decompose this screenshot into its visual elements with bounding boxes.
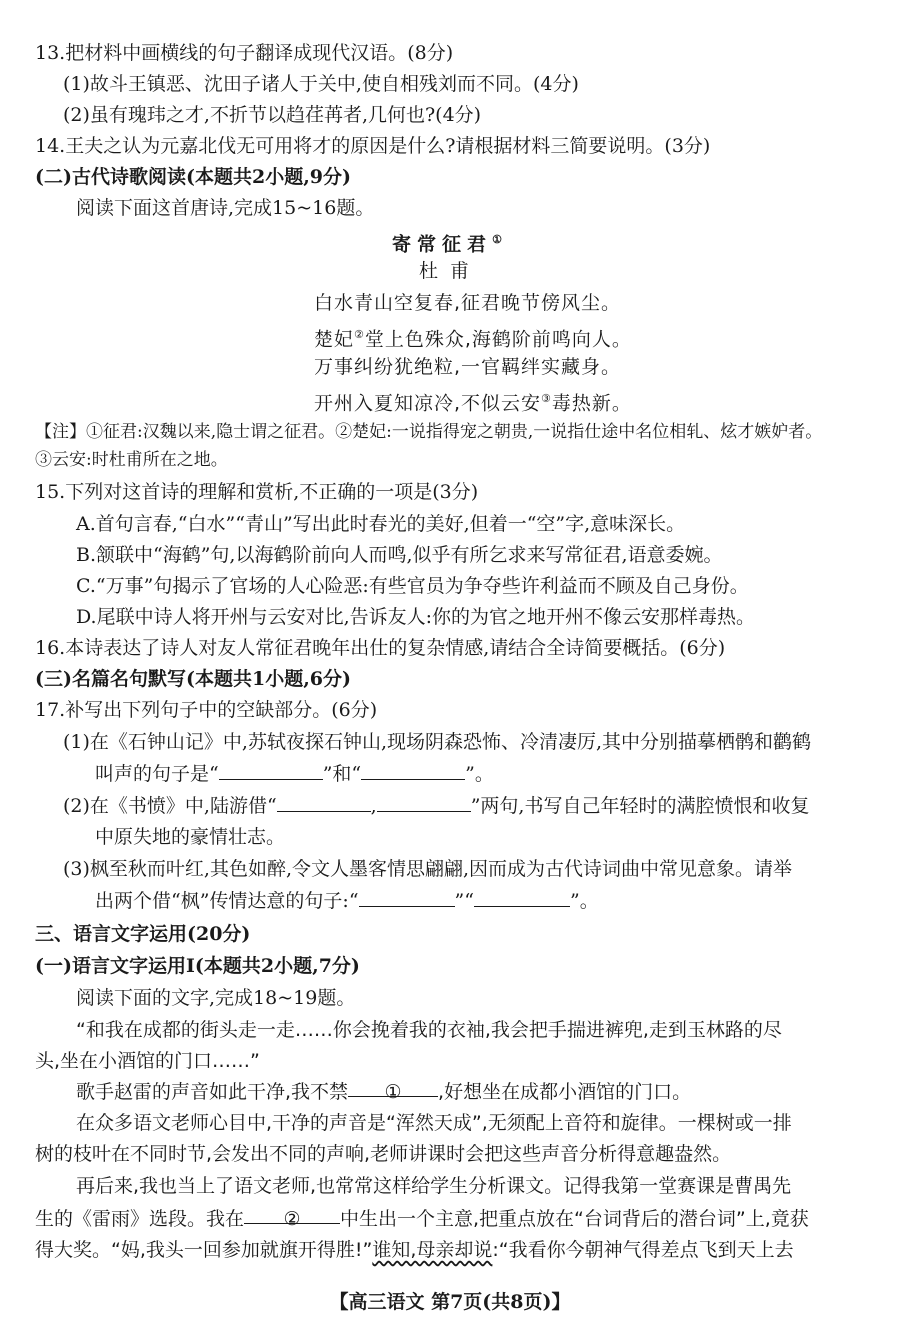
q17-blank-5[interactable] xyxy=(359,888,455,907)
section-mingju-heading: (三)名篇名句默写(本题共1小题,6分) xyxy=(35,668,352,690)
q16-stem: 16.本诗表达了诗人对友人常征君晚年出仕的复杂情感,请结合全诗简要概括。(6分) xyxy=(35,637,726,659)
passage-para4-line1: 再后来,我也当上了语文老师,也常常这样给学生分析课文。记得我第一堂赛课是曹禺先 xyxy=(76,1175,792,1197)
para4-pre: 生的《雷雨》选段。我在 xyxy=(35,1208,245,1230)
q17-blank-1[interactable] xyxy=(219,761,323,780)
q15-stem: 15.下列对这首诗的理解和赏析,不正确的一项是(3分) xyxy=(35,481,479,503)
q17-part3-line2 xyxy=(95,887,599,915)
q17-part1-line2 xyxy=(95,760,494,788)
passage-para1-line1: “和我在成都的街头走一走……你会挽着我的衣袖,我会把手揣进裤兜,走到玉林路的尽 xyxy=(76,1019,782,1041)
poem-line-2 xyxy=(314,321,632,353)
poem-line-2-b: 堂上色殊众,海鹤阶前鸣向人。 xyxy=(364,328,632,351)
q17-blank-3[interactable] xyxy=(277,793,371,812)
q15-option-d: D.尾联中诗人将开州与云安对比,告诉友人:你的为官之地开州不像云安那样毒热。 xyxy=(76,606,756,628)
blank-mark-1: ① xyxy=(384,1081,402,1103)
poem-intro: 阅读下面这首唐诗,完成15~16题。 xyxy=(76,197,375,219)
q15-option-a: A.首句言春,“白水”“青山”写出此时春光的美好,但着一“空”字,意味深长。 xyxy=(76,513,686,535)
poem-line-3: 万事纠纷犹绝粒,一官羁绊实藏身。 xyxy=(314,356,622,378)
poem-title-text: 寄常征君 xyxy=(392,233,493,256)
section-poem-heading: (二)古代诗歌阅读(本题共2小题,9分) xyxy=(35,166,352,188)
para2-pre: 歌手赵雷的声音如此干净,我不禁 xyxy=(76,1081,349,1103)
poem-note-2: ③云安:时杜甫所在之地。 xyxy=(35,450,228,470)
q17-stem: 17.补写出下列句子中的空缺部分。(6分) xyxy=(35,699,378,721)
poem-note-ref-3: ③ xyxy=(541,392,552,405)
q15-option-b: B.颔联中“海鹤”句,以海鹤阶前向人而鸣,似乎有所乞求来写常征君,语意委婉。 xyxy=(76,544,723,566)
para4-post: 中生出一个主意,把重点放在“台词背后的潜台词”上,竟获 xyxy=(340,1208,809,1230)
para4c-post: :“我看你今朝神气得差点飞到天上去 xyxy=(492,1239,794,1261)
section-3-sub-heading: (一)语言文字运用Ⅰ(本题共2小题,7分) xyxy=(35,955,360,977)
q17-p1-mid: ”和“ xyxy=(322,763,362,785)
para2-post: ,好想坐在成都小酒馆的门口。 xyxy=(438,1081,692,1103)
q14-stem: 14.王夫之认为元嘉北伐无可用将才的原因是什么?请根据材料三简要说明。(3分) xyxy=(35,135,711,157)
passage-para1-line2: 头,坐在小酒馆的门口……” xyxy=(35,1050,260,1072)
passage-para4-line3 xyxy=(35,1236,794,1264)
q17-p3-mid: ”“ xyxy=(454,890,474,912)
poem-author: 杜甫 xyxy=(418,260,481,282)
q15-option-c: C.“万事”句揭示了官场的人心险恶:有些官员为争夺些许利益而不顾及自己身份。 xyxy=(76,575,749,597)
q17-part3-line1: (3)枫至秋而叶红,其色如醉,令文人墨客情思翩翩,因而成为古代诗词曲中常见意象。请举 xyxy=(63,858,793,880)
q17-p2-mid: , xyxy=(370,795,377,817)
wavy-underlined-phrase: 谁知,母亲却说 xyxy=(372,1239,493,1261)
q17-blank-6[interactable] xyxy=(474,888,570,907)
q17-part2-line2: 中原失地的豪情壮志。 xyxy=(95,826,286,848)
poem-line-4 xyxy=(314,385,632,417)
passage-para3-line1: 在众多语文老师心目中,干净的声音是“浑然天成”,无须配上音符和旋律。一棵树或一排 xyxy=(76,1112,792,1134)
q13-sub2: (2)虽有瑰玮之才,不折节以趋荏苒者,几何也?(4分) xyxy=(63,104,482,126)
passage-blank-2[interactable] xyxy=(244,1205,340,1230)
blank-mark-2: ② xyxy=(283,1208,301,1230)
poem-title-note: ① xyxy=(492,233,508,246)
q17-p1-pre: 叫声的句子是“ xyxy=(95,763,219,785)
q17-p2-pre: (2)在《书愤》中,陆游借“ xyxy=(63,795,277,817)
q17-p1-end: ”。 xyxy=(465,763,494,785)
page-footer: 【高三语文 第7页(共8页)】 xyxy=(329,1291,571,1313)
q17-p3-end: ”。 xyxy=(569,890,599,912)
poem-line-4-a: 开州入夏知凉冷,不似云安 xyxy=(314,392,542,415)
q17-blank-2[interactable] xyxy=(361,761,465,780)
passage-blank-1[interactable] xyxy=(348,1078,438,1103)
poem-line-4-b: 毒热新。 xyxy=(551,392,632,415)
q17-part1-line1: (1)在《石钟山记》中,苏轼夜探石钟山,现场阴森恐怖、冷清凄厉,其中分别描摹栖鹘和鹳鹤 xyxy=(63,731,812,753)
sec3-intro: 阅读下面的文字,完成18~19题。 xyxy=(76,987,356,1009)
passage-para3-line2: 树的枝叶在不同时节,会发出不同的声响,老师讲课时会把这些声音分析得意趣盎然。 xyxy=(35,1143,732,1165)
passage-para4-line2 xyxy=(35,1205,809,1233)
poem-line-1: 白水青山空复春,征君晚节傍风尘。 xyxy=(314,292,622,314)
poem-title xyxy=(0,226,900,258)
poem-note-ref-2: ② xyxy=(354,328,365,341)
q17-p2-end: ”两句,书写自己年轻时的满腔愤恨和收复 xyxy=(470,795,810,817)
poem-note-1: 【注】①征君:汉魏以来,隐士谓之征君。②楚妃:一说指得宠之朝贵,一说指仕途中名位相轧、炫才嫉妒者。 xyxy=(35,422,823,442)
q17-p3-pre: 出两个借“枫”传情达意的句子:“ xyxy=(95,890,359,912)
passage-para2 xyxy=(76,1078,691,1106)
q13-stem: 13.把材料中画横线的句子翻译成现代汉语。(8分) xyxy=(35,42,454,64)
q17-part2-line1 xyxy=(63,792,809,820)
q17-blank-4[interactable] xyxy=(377,793,471,812)
q13-sub1: (1)故斗王镇恶、沈田子诸人于关中,使自相残刘而不同。(4分) xyxy=(63,73,579,95)
poem-line-2-a: 楚妃 xyxy=(314,328,355,351)
section-3-heading: 三、语言文字运用(20分) xyxy=(35,923,251,945)
para4c-pre: 得大奖。“妈,我头一回参加就旗开得胜!” xyxy=(35,1239,373,1261)
